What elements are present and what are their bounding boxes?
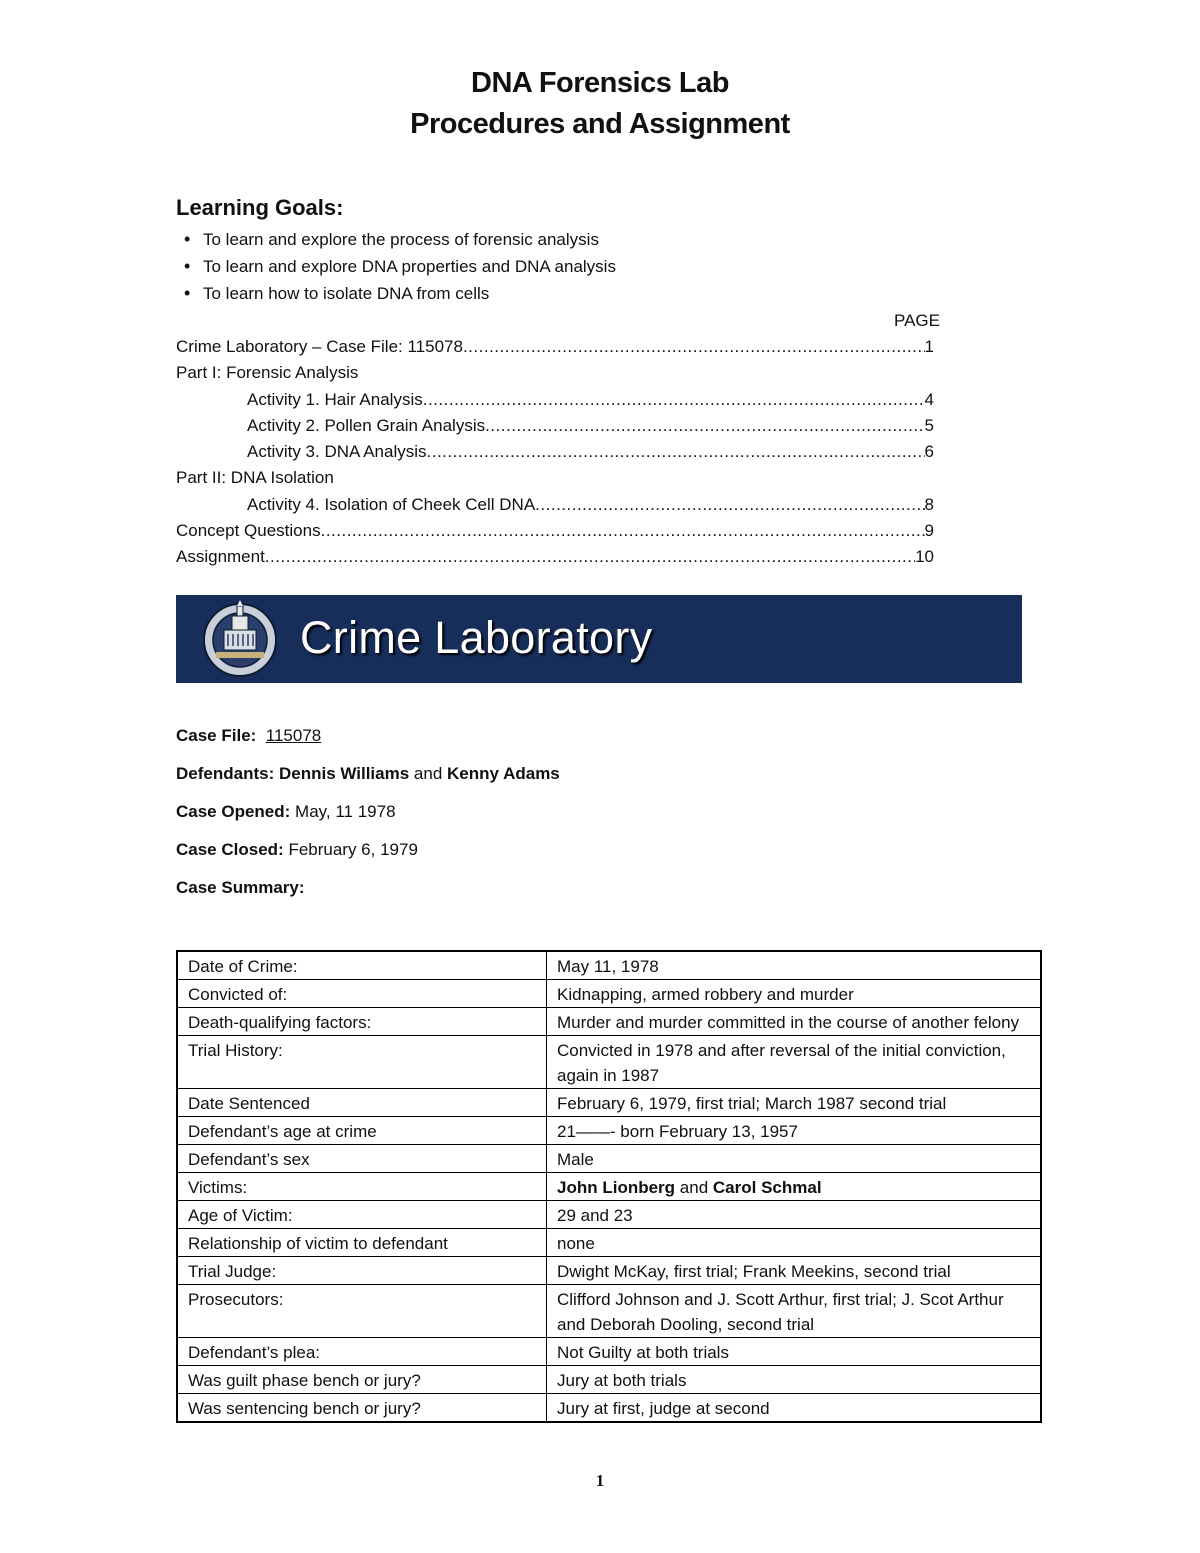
toc-leader-dots [535,492,924,518]
case-closed-line [176,840,418,860]
table-cell-value: Not Guilty at both trials [547,1338,1042,1366]
table-cell-value: 29 and 23 [547,1201,1042,1229]
toc-page-header: PAGE [894,311,940,330]
table-row [177,1145,1041,1173]
case-opened-label: Case Opened: [176,802,291,821]
toc-leader-dots [463,334,925,360]
table-row [177,1117,1041,1145]
table-cell-value [547,1173,1042,1201]
toc-entry-page: 8 [924,494,934,514]
state-patrol-seal-icon [202,600,278,678]
toc-leader-dots [423,387,925,413]
toc-section-part-2 [176,465,934,491]
table-cell-label: Trial History: [177,1036,547,1089]
toc-entry-case-file [176,334,934,360]
toc-entry-page: 10 [915,547,934,567]
toc-entry-activity-1 [176,387,934,413]
table-cell-value: Murder and murder committed in the course of another felony [547,1008,1042,1036]
toc-entry-label: Part I: Forensic Analysis [176,363,359,383]
toc-entry-page: 4 [924,389,934,409]
toc-entry-page: 5 [924,415,934,435]
toc-leader-dots [265,544,915,570]
toc-entry-label: Assignment [176,547,265,567]
toc-entry-activity-3 [176,439,934,465]
case-opened-date: May, 11 1978 [295,802,396,821]
table-of-contents [176,334,934,571]
case-opened-line [176,802,396,822]
learning-goals-list [176,226,616,307]
case-summary-table [176,950,1042,1423]
table-row [177,951,1041,980]
toc-entry-label: Activity 4. Isolation of Cheek Cell DNA [247,494,536,514]
toc-leader-dots [321,518,925,544]
table-cell-value: February 6, 1979, first trial; March 1987 second trial [547,1089,1042,1117]
table-cell-value: Male [547,1145,1042,1173]
document-subtitle: Procedures and Assignment [410,108,790,140]
table-cell-label: Trial Judge: [177,1257,547,1285]
toc-entry-page: 6 [924,442,934,462]
toc-entry-concept-questions [176,518,934,544]
crime-laboratory-banner [176,595,1022,683]
case-closed-date: February 6, 1979 [288,840,418,859]
table-cell-value: Jury at first, judge at second [547,1394,1042,1423]
toc-entry-label: Part II: DNA Isolation [176,468,334,488]
toc-entry-label: Activity 1. Hair Analysis [247,389,423,409]
table-row [177,1201,1041,1229]
table-row [177,1257,1041,1285]
table-row [177,1366,1041,1394]
toc-entry-label: Activity 3. DNA Analysis [247,442,427,462]
learning-goal-item: • To learn how to isolate DNA from cells [176,280,616,307]
table-cell-label: Convicted of: [177,980,547,1008]
toc-section-part-1 [176,360,934,386]
table-cell-value: none [547,1229,1042,1257]
table-cell-value: Kidnapping, armed robbery and murder [547,980,1042,1008]
toc-leader-dots [427,439,925,465]
toc-entry-label: Activity 2. Pollen Grain Analysis [247,415,486,435]
table-cell-label: Victims: [177,1173,547,1201]
toc-entry-activity-4 [176,492,934,518]
case-summary-label: Case Summary: [176,878,305,897]
table-cell-label: Death-qualifying factors: [177,1008,547,1036]
table-cell-value: Dwight McKay, first trial; Frank Meekins, second trial [547,1257,1042,1285]
table-cell-label: Date of Crime: [177,951,547,980]
table-row [177,1394,1041,1423]
banner-title: Crime Laboratory [300,612,653,663]
document-title: DNA Forensics Lab [471,67,729,99]
defendants-line [176,764,560,784]
table-cell-label: Was sentencing bench or jury? [177,1394,547,1423]
table-cell-label: Date Sentenced [177,1089,547,1117]
learning-goal-item: • To learn and explore DNA properties and DNA analysis [176,253,616,280]
table-cell-value: Clifford Johnson and J. Scott Arthur, first trial; J. Scot Arthur and Deborah Dooling, second trial [547,1285,1042,1338]
defendants-label: Defendants: [176,764,275,783]
learning-goal-item: • To learn and explore the process of forensic analysis [176,226,616,253]
table-cell-label: Defendant’s plea: [177,1338,547,1366]
case-closed-label: Case Closed: [176,840,284,859]
toc-entry-activity-2 [176,413,934,439]
table-row [177,1285,1041,1338]
learning-goals-heading: Learning Goals: [176,195,344,220]
case-file-line [176,726,321,746]
table-cell-label: Defendant’s age at crime [177,1117,547,1145]
toc-entry-assignment [176,544,934,570]
toc-entry-page: 1 [924,337,934,356]
table-cell-label: Age of Victim: [177,1201,547,1229]
and-text: and [413,764,443,783]
table-row [177,1089,1041,1117]
table-row [177,1229,1041,1257]
table-cell-label: Relationship of victim to defendant [177,1229,547,1257]
table-row [177,1008,1041,1036]
defendant-name: Dennis Williams [278,764,410,783]
toc-leader-dots [485,413,924,439]
case-summary-line [176,878,305,898]
case-file-label: Case File: [176,726,257,745]
table-cell-label: Defendant’s sex [177,1145,547,1173]
defendant-name: Kenny Adams [447,764,560,783]
table-row [177,980,1041,1008]
table-cell-label: Prosecutors: [177,1285,547,1338]
table-cell-label: Was guilt phase bench or jury? [177,1366,547,1394]
table-row [177,1036,1041,1089]
table-row [177,1338,1041,1366]
and-text: and [679,1178,709,1197]
table-cell-value: 21——- born February 13, 1957 [547,1117,1042,1145]
toc-entry-label: Crime Laboratory – Case File: 115078 [176,337,463,356]
case-file-number: 115078 [265,726,322,745]
victim-name: Carol Schmal [712,1178,822,1197]
page-number: 1 [595,1471,605,1490]
table-cell-value: Jury at both trials [547,1366,1042,1394]
victim-name: John Lionberg [557,1178,676,1197]
table-cell-value: Convicted in 1978 and after reversal of the initial conviction, again in 1987 [547,1036,1042,1089]
table-cell-value: May 11, 1978 [547,951,1042,980]
table-row [177,1173,1041,1201]
toc-entry-page: 9 [924,521,934,541]
toc-entry-label: Concept Questions [176,521,321,541]
